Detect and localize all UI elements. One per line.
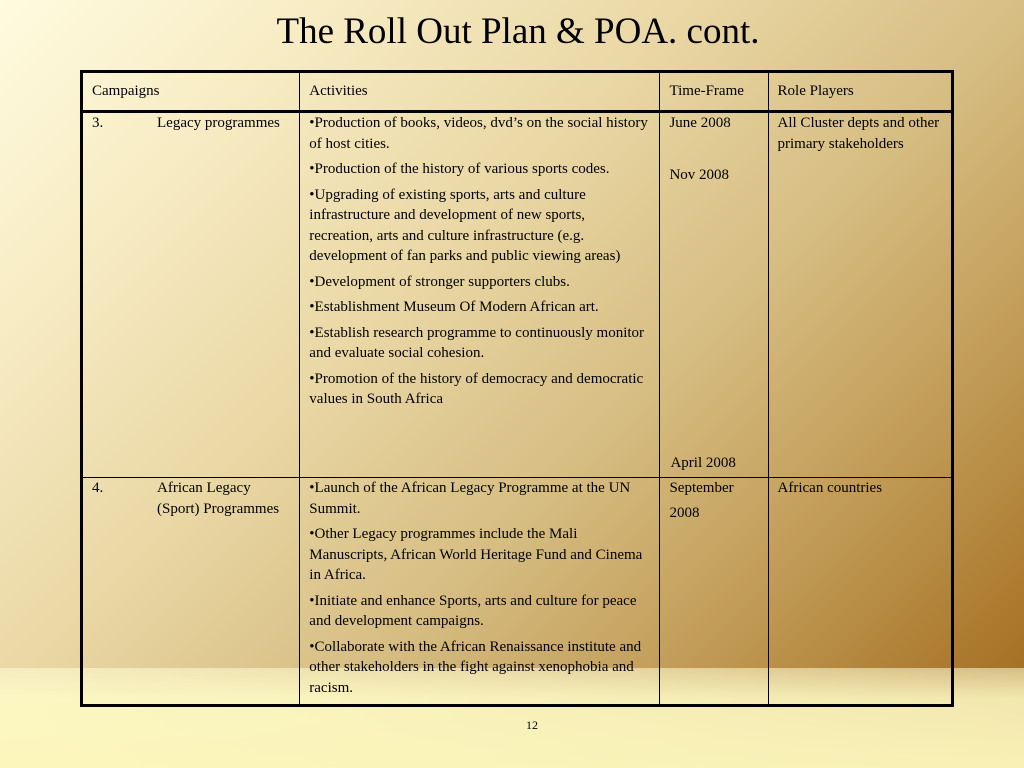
timeframe-value: June 2008 [669, 115, 731, 131]
campaign-cell [82, 112, 300, 478]
timeframe-cell [660, 112, 768, 478]
activity-item: •Production of books, videos, dvd’s on the social history of host cities. [309, 115, 648, 152]
activities-cell [300, 112, 660, 478]
table-header-row [82, 72, 953, 112]
role-players-cell: All Cluster depts and other primary stakeholders [768, 112, 952, 478]
page-number: 12 [526, 718, 538, 732]
activity-item: •Establishment Museum Of Modern African art. [309, 299, 599, 315]
header-role-players: Role Players [768, 72, 952, 112]
activity-item: •Production of the history of various sports codes. [309, 161, 610, 177]
role-players-cell: African countries [768, 478, 952, 706]
timeframe-cell [660, 478, 768, 706]
header-activities: Activities [300, 72, 660, 112]
activity-item: •Other Legacy programmes include the Mali Manuscripts, African World Heritage Fund and Cinema in Africa. [309, 526, 643, 583]
activity-item: •Development of stronger supporters clubs. [309, 273, 570, 290]
timeframe-value: 2008 [669, 504, 700, 521]
campaign-number: 4. [92, 480, 104, 496]
activity-item: •Initiate and enhance Sports, arts and culture for peace and development campaigns. [309, 592, 637, 629]
activity-item: •Collaborate with the African Renaissance institute and other stakeholders in the fight against xenophobia and racism. [309, 638, 642, 696]
campaign-cell [82, 478, 300, 706]
header-campaigns: Campaigns [82, 72, 300, 112]
table-row [82, 112, 953, 478]
activity-item: •Launch of the African Legacy Programme at the UN Summit. [309, 480, 631, 517]
timeframe-value: September [669, 480, 734, 496]
campaign-number: 3. [92, 115, 104, 131]
timeframe-value: April 2008 [670, 454, 736, 471]
activity-item: •Establish research programme to continuously monitor and evaluate social cohesion. [309, 324, 645, 361]
campaign-name: Legacy programmes [157, 115, 280, 131]
activities-cell [300, 478, 660, 706]
roll-out-plan-table [80, 70, 954, 707]
timeframe-value: Nov 2008 [669, 166, 730, 183]
header-time-frame: Time-Frame [660, 72, 768, 112]
activity-item: •Upgrading of existing sports, arts and culture infrastructure and development of new sports, recreation, arts and culture infrastructure (e.g. development of fan parks and public viewing areas) [309, 186, 621, 264]
campaign-name: African Legacy (Sport) Programmes [157, 480, 280, 517]
slide-title: The Roll Out Plan & POA. cont. [276, 11, 760, 52]
table-row [82, 478, 953, 706]
activity-item: •Promotion of the history of democracy and democratic values in South Africa [309, 370, 644, 407]
